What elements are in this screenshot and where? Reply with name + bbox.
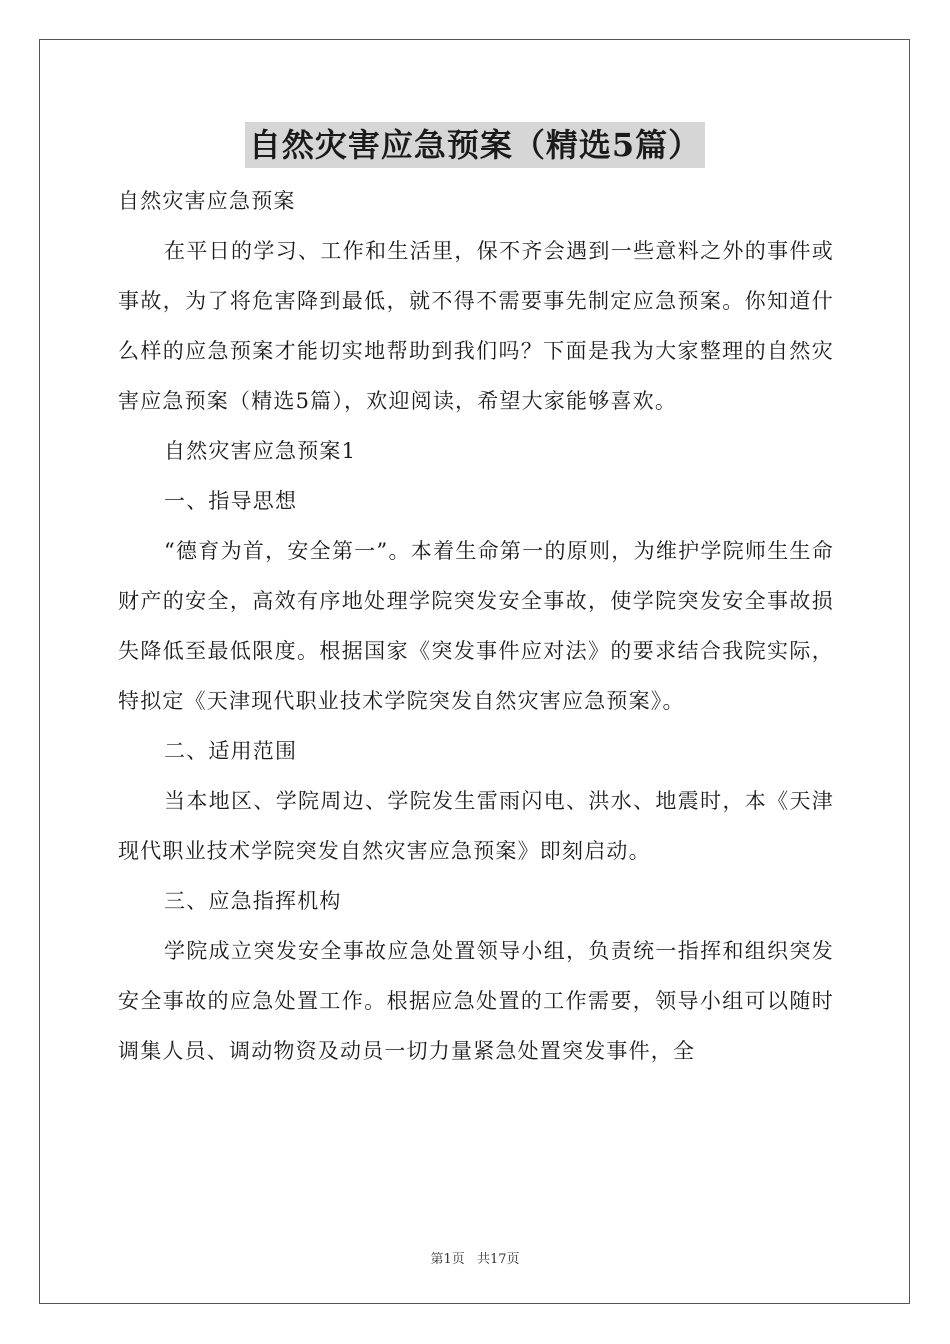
- document-body: [118, 176, 834, 1076]
- document-title: 自然灾害应急预案（精选5篇）: [245, 122, 705, 168]
- section-heading-command-structure: 三、应急指挥机构: [164, 889, 342, 913]
- paragraph-command-structure: 学院成立突发安全事故应急处置领导小组，负责统一指挥和组织突发安全事故的应急处置工作。根据应急处置的工作需要，领导小组可以随时调集人员、调动物资及动员一切力量紧急处置突发事件，全: [118, 939, 834, 1063]
- paragraph-subtitle: 自然灾害应急预案: [118, 189, 296, 213]
- paragraph-scope: 当本地区、学院周边、学院发生雷雨闪电、洪水、地震时，本《天津现代职业技术学院突发自然灾害应急预案》即刻启动。: [118, 789, 834, 863]
- page-total: 共17页: [476, 1252, 520, 1267]
- page-number: 第1页: [430, 1252, 465, 1267]
- page-footer: [0, 1248, 950, 1267]
- section-heading-plan-1: 自然灾害应急预案1: [164, 439, 357, 463]
- paragraph-intro: 在平日的学习、工作和生活里，保不齐会遇到一些意料之外的事件或事故，为了将危害降到最低，就不得不需要事先制定应急预案。你知道什么样的应急预案才能切实地帮助到我们吗？下面是我为大家整理的自然灾害应急预案（精选5篇），欢迎阅读，希望大家能够喜欢。: [118, 239, 834, 413]
- section-heading-scope: 二、适用范围: [164, 739, 298, 763]
- title-container: [0, 122, 950, 168]
- section-heading-guiding-ideology: 一、指导思想: [164, 489, 298, 513]
- paragraph-guiding-ideology: “德育为首，安全第一”。本着生命第一的原则，为维护学院师生生命财产的安全，高效有序地处理学院突发安全事故，使学院突发安全事故损失降低至最低限度。根据国家《突发事件应对法》的要求结合我院实际，特拟定《天津现代职业技术学院突发自然灾害应急预案》。: [118, 539, 834, 713]
